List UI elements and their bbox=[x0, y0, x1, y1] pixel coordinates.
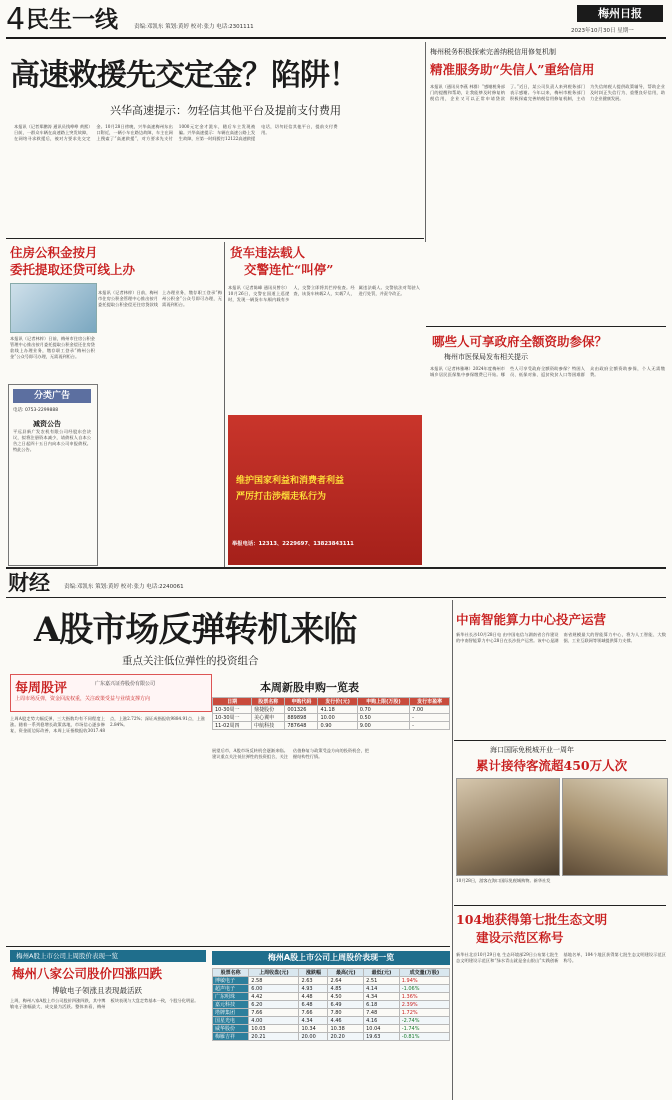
truck-body: 本报讯（记者陈峰 通讯员曾尔）10月26日，交警在国道上巡逻时，发现一辆货车车厢内载有多人，交警立即将其拦停检查。经查，该货车核载2人，实载7人，属违法载人。交警依法对驾驶人进行处罚，并责令改正。 bbox=[228, 285, 420, 302]
page-number: 4 bbox=[6, 2, 26, 37]
ipo-col-header: 申购代码 bbox=[285, 698, 318, 706]
lead-body: 本报讯（记者郑鹏涛 通讯员钱峥峥 黄熙）日前，一群众车辆在高速路上突发故障，在网络寻求救援后，被对方要求先交定金。10月28日傍晚，兴华高速梅州东出口附近，一辆小车在路边故障，车主在网上搜索了“高速救援”，对方要求先支付1000元定金才派车，随后车主发现被骗。兴华高速提示：车辆在高速公路上发生故障，应第一时间拨打12122高速救援电话，切勿轻信其他平台，提前支付费用。 bbox=[14, 124, 338, 141]
editor-line: 责编:邓凯东 策划:黄婷 校对:张力 电话:2301111 bbox=[134, 24, 254, 30]
computing-body: 新华社长沙10月28日电 由中国电信与湖南省合作建设的中南智能算力中心28日在长沙投产运营。该中心是湖南省规模最大的智能算力中心，将为人工智能、大数据、工业互联网等领域提供算力支撑。 bbox=[456, 632, 666, 643]
paper-logo: 梅州日报 bbox=[577, 5, 663, 22]
table-cell: -1.06% bbox=[399, 985, 449, 993]
finance-body-2: 展望后市，A股市场反转机会逐渐来临。建议重点关注低位弹性的投资组合，关注估值修复与政策受益方向的投资机会，把握结构性行情。 bbox=[212, 748, 369, 759]
table-cell: 美心翼申 bbox=[252, 714, 285, 722]
table-cell: 4.16 bbox=[364, 1017, 400, 1025]
stock-name-cell: 嘉元科技 bbox=[213, 1001, 249, 1009]
table-row bbox=[213, 706, 450, 714]
table-cell: -2.74% bbox=[399, 1017, 449, 1025]
table-row bbox=[213, 1025, 450, 1033]
hainan-photo-2 bbox=[562, 778, 668, 876]
table-cell: 0.50 bbox=[357, 714, 409, 722]
table-cell: 889898 bbox=[285, 714, 318, 722]
table-row bbox=[213, 985, 450, 993]
stock-col-header: 上周收盘(元) bbox=[249, 969, 299, 977]
truck-headline-1: 货车违法载人 bbox=[230, 245, 306, 260]
table-cell: 19.63 bbox=[364, 1033, 400, 1041]
table-cell: 6.00 bbox=[249, 985, 299, 993]
table-cell: - bbox=[410, 722, 450, 730]
table-cell: 6.18 bbox=[364, 1001, 400, 1009]
table-cell: 10.00 bbox=[318, 714, 357, 722]
tax-headline: 精准服务助“失信人”重给信用 bbox=[430, 62, 595, 77]
table-cell: 1.72% bbox=[399, 1009, 449, 1017]
table-cell: 41.18 bbox=[318, 706, 357, 714]
stock-col-header: 最高(元) bbox=[328, 969, 364, 977]
issue-date: 2023年10月30日 星期一 bbox=[571, 28, 634, 34]
classified-label: 分类广告 bbox=[13, 389, 91, 403]
section-title: 民生一线 bbox=[26, 7, 118, 33]
table-cell: 1.94% bbox=[399, 977, 449, 985]
table-cell: 7.66 bbox=[249, 1009, 299, 1017]
ipo-col-header: 申购上限(万股) bbox=[357, 698, 409, 706]
weekly-banner bbox=[10, 674, 212, 712]
table-cell: 1.36% bbox=[399, 993, 449, 1001]
finance-body: 上周A股走势大幅反弹，三大指数均有不同程度上涨。随着一系列稳增长政策落地，市场信心逐步修复，资金面边际改善，本周上证指数报收3017.48点，上涨2.72%；深证成指报收9884.91点，上涨2.84%。 bbox=[10, 716, 205, 733]
finance-headline: A股市场反弹转机来临 bbox=[34, 610, 357, 650]
ipo-header-row bbox=[213, 698, 450, 706]
band-rule bbox=[454, 740, 666, 741]
stock-col-header: 涨跌幅 bbox=[299, 969, 328, 977]
fund-body: 本报讯（记者林梓）日前，梅州市住房公积金管理中心推出按月委托提取公积金偿还住房贷款线上办理业务，缴存职工登录“梅州公积金”公众号即可办理，无需再到柜台。 bbox=[10, 336, 95, 359]
table-cell: - bbox=[410, 714, 450, 722]
table-cell: -1.74% bbox=[399, 1025, 449, 1033]
fund-photo bbox=[10, 283, 97, 333]
finance-rule bbox=[6, 597, 666, 598]
anti-smuggling-banner bbox=[228, 415, 422, 565]
table-cell: 7.66 bbox=[299, 1009, 328, 1017]
weekly-tagline: 上周市场反弹，资金回流权重，关注政策受益与业绩支撑方向 bbox=[15, 696, 151, 702]
table-cell: 6.49 bbox=[328, 1001, 364, 1009]
table-cell: 2.63 bbox=[299, 977, 328, 985]
stock-col-header: 最低(元) bbox=[364, 969, 400, 977]
column-divider bbox=[452, 600, 453, 1100]
table-cell: 鼎捷股份 bbox=[252, 706, 285, 714]
table-cell: 20.21 bbox=[249, 1033, 299, 1041]
table-cell: 10-30周一 bbox=[213, 706, 252, 714]
wenming-headline-1: 104地获得第七批生态文明 bbox=[456, 912, 608, 927]
meizhou-subtitle: 博敏电子领涨且表现最活跃 bbox=[52, 986, 142, 995]
weekly-title: 每周股评 bbox=[15, 681, 68, 696]
table-row bbox=[213, 977, 450, 985]
table-row bbox=[213, 722, 450, 730]
stock-name-cell: 博敏电子 bbox=[213, 977, 249, 985]
table-cell: 9.00 bbox=[357, 722, 409, 730]
band-rule bbox=[426, 326, 666, 327]
table-cell: 10.03 bbox=[249, 1025, 299, 1033]
computing-headline: 中南智能算力中心投产运营 bbox=[456, 612, 607, 627]
hainan-headline: 累计接待客流超450万人次 bbox=[476, 758, 628, 773]
band-rule bbox=[454, 905, 666, 906]
stock-name-cell: 塔牌集团 bbox=[213, 1009, 249, 1017]
table-cell: 2.64 bbox=[328, 977, 364, 985]
truck-headline-2: 交警连忙“叫停” bbox=[244, 262, 334, 277]
wenming-headline-2: 建设示范区称号 bbox=[476, 930, 564, 945]
finance-section-title: 财经 bbox=[8, 571, 50, 595]
fund-headline-1: 住房公积金按月 bbox=[10, 245, 98, 260]
weekly-firm: 广东嘉兴证券股份有限公司 bbox=[95, 681, 156, 687]
hainan-kicker: 海口国际免税城开业一周年 bbox=[490, 746, 574, 754]
fund-headline-2: 委托提取还贷可线上办 bbox=[10, 262, 136, 277]
table-cell: 7.00 bbox=[410, 706, 450, 714]
table-cell: 6.20 bbox=[249, 1001, 299, 1009]
subsidy-body: 本报讯（记者林雅琳）2024年度梅州市城乡居民医保集中参保缴费已开始。哪些人可享受政府全额资助参保？特困人员、低保对象、返贫致贫人口等困难群众由政府全额资助参保，个人无需缴费。 bbox=[430, 366, 665, 377]
meizhou-body: 上周，梅州八家A股上市公司股价四涨四跌，其中博敏电子涨幅最大、成交最为活跃。整体来看，梅州板块表现与大盘走势基本一致，个股分化明显。 bbox=[10, 998, 199, 1009]
finance-editor-line: 责编:邓凯东 策划:黄婷 校对:张力 电话:2240061 bbox=[64, 584, 184, 590]
table-cell: 4.50 bbox=[328, 993, 364, 1001]
table-cell: 4.46 bbox=[328, 1017, 364, 1025]
fund-body-cont: 本报讯（记者林梓）日前，梅州市住房公积金管理中心推出按月委托提取公积金偿还住房贷款线上办理业务，缴存职工登录“梅州公积金”公众号即可办理，无需再到柜台。 bbox=[98, 290, 222, 307]
table-cell: 4.93 bbox=[299, 985, 328, 993]
table-cell: 4.00 bbox=[249, 1017, 299, 1025]
lead-headline: 高速救援先交定金？陷阱！ bbox=[10, 58, 358, 93]
table-cell: 2.51 bbox=[364, 977, 400, 985]
stock-name-cell: 国星光电 bbox=[213, 1017, 249, 1025]
table-cell: 001326 bbox=[285, 706, 318, 714]
banner-line-1: 维护国家利益和消费者利益 bbox=[236, 476, 345, 486]
table-cell: 0.70 bbox=[357, 706, 409, 714]
hainan-caption: 10月28日，游客在海口国际免税城购物。新华社发 bbox=[456, 878, 551, 883]
table-cell: 787648 bbox=[285, 722, 318, 730]
table-cell: 4.34 bbox=[299, 1017, 328, 1025]
table-cell: 4.34 bbox=[364, 993, 400, 1001]
table-cell: 20.20 bbox=[328, 1033, 364, 1041]
table-cell: 4.85 bbox=[328, 985, 364, 993]
table-cell: 2.58 bbox=[249, 977, 299, 985]
stock-name-cell: 威华股份 bbox=[213, 1025, 249, 1033]
notice-title: 减资公告 bbox=[33, 419, 61, 428]
table-row bbox=[213, 1017, 450, 1025]
ipo-table bbox=[212, 697, 450, 730]
stock-name-cell: 梅雁吉祥 bbox=[213, 1033, 249, 1041]
stock-header-row bbox=[213, 969, 450, 977]
table-cell: 7.48 bbox=[364, 1009, 400, 1017]
stock-table-title: 梅州A股上市公司上周股价表现一览 bbox=[212, 951, 450, 965]
ipo-table-title: 本周新股申购一览表 bbox=[260, 681, 359, 694]
header-rule bbox=[6, 37, 666, 39]
table-row bbox=[213, 993, 450, 1001]
hainan-photo-1 bbox=[456, 778, 560, 876]
column-divider bbox=[425, 42, 426, 242]
stock-name-cell: 广东明珠 bbox=[213, 993, 249, 1001]
tax-kicker: 梅州税务积极探索完善纳税信用修复机制 bbox=[430, 48, 556, 56]
table-cell: 中航科技 bbox=[252, 722, 285, 730]
table-cell: 4.48 bbox=[299, 993, 328, 1001]
table-cell: 10-30周一 bbox=[213, 714, 252, 722]
table-row bbox=[213, 1033, 450, 1041]
ipo-col-header: 发行市盈率 bbox=[410, 698, 450, 706]
finance-subtitle: 重点关注低位弹性的投资组合 bbox=[122, 655, 259, 667]
stock-table bbox=[212, 968, 450, 1041]
table-row bbox=[213, 1009, 450, 1017]
table-row bbox=[213, 1001, 450, 1009]
stock-col-header: 成交量(万股) bbox=[399, 969, 449, 977]
subsidy-kicker: 梅州市医保局发布相关提示 bbox=[444, 353, 528, 361]
table-cell: 0.90 bbox=[318, 722, 357, 730]
banner-line-2: 严厉打击涉烟走私行为 bbox=[236, 492, 327, 502]
notice-body: 平远县新广发农机有限公司经股东会决议，拟将注册资本减少，请债权人自本公告之日起四十五日内向本公司申报债权。特此公告。 bbox=[13, 429, 91, 452]
lead-subtitle: 兴华高速提示：勿轻信其他平台及提前支付费用 bbox=[110, 104, 341, 117]
ipo-col-header: 日期 bbox=[213, 698, 252, 706]
table-cell: 11-02周四 bbox=[213, 722, 252, 730]
table-cell: 10.34 bbox=[299, 1025, 328, 1033]
tax-body: 本报讯（通讯员李燕 林群）“感谢税务部门的提醒和帮助，让我能够及时修复纳税信用，企业又可以正常申请贷款了。”近日，某公司负责人来到税务部门表示感谢。今年以来，梅州市税务部门积极探索完善纳税信用修复机制，主动为失信纳税人提供政策辅导，帮助企业及时纠正失信行为、重塑良好信用，助力企业健康发展。 bbox=[430, 84, 665, 101]
ipo-col-header: 发行价(元) bbox=[318, 698, 357, 706]
table-row bbox=[213, 714, 450, 722]
classified-phone: 电话: 0753-2299888 bbox=[13, 408, 59, 413]
banner-phone: 举报电话：12313、2229697、13823843111 bbox=[232, 541, 354, 547]
classified-ad bbox=[8, 384, 98, 566]
table-cell: 6.48 bbox=[299, 1001, 328, 1009]
stock-name-cell: 超声电子 bbox=[213, 985, 249, 993]
top-header bbox=[6, 4, 666, 37]
table-cell: -0.81% bbox=[399, 1033, 449, 1041]
ipo-col-header: 股票名称 bbox=[252, 698, 285, 706]
column-divider bbox=[224, 242, 225, 567]
table-cell: 4.42 bbox=[249, 993, 299, 1001]
stock-col-header: 股票名称 bbox=[213, 969, 249, 977]
table-cell: 10.04 bbox=[364, 1025, 400, 1033]
band-rule bbox=[6, 946, 450, 947]
table-cell: 2.39% bbox=[399, 1001, 449, 1009]
table-cell: 4.14 bbox=[364, 985, 400, 993]
table-cell: 20.00 bbox=[299, 1033, 328, 1041]
table-cell: 7.80 bbox=[328, 1009, 364, 1017]
wenming-body: 新华社北京10月29日电 生态环境部29日公布第七批生态文明建设示范区和“绿水青山就是金山银山”实践创新基地名单，104个地区获得第七批生态文明建设示范区称号。 bbox=[456, 952, 666, 963]
meizhou-banner: 梅州A股上市公司上周股价表现一览 bbox=[10, 950, 206, 962]
meizhou-headline: 梅州八家公司股价四涨四跌 bbox=[12, 966, 163, 981]
subsidy-headline: 哪些人可享政府全额资助参保？ bbox=[432, 334, 608, 349]
table-cell: 10.38 bbox=[328, 1025, 364, 1033]
finance-top-rule bbox=[6, 567, 666, 569]
band-rule bbox=[6, 238, 424, 239]
